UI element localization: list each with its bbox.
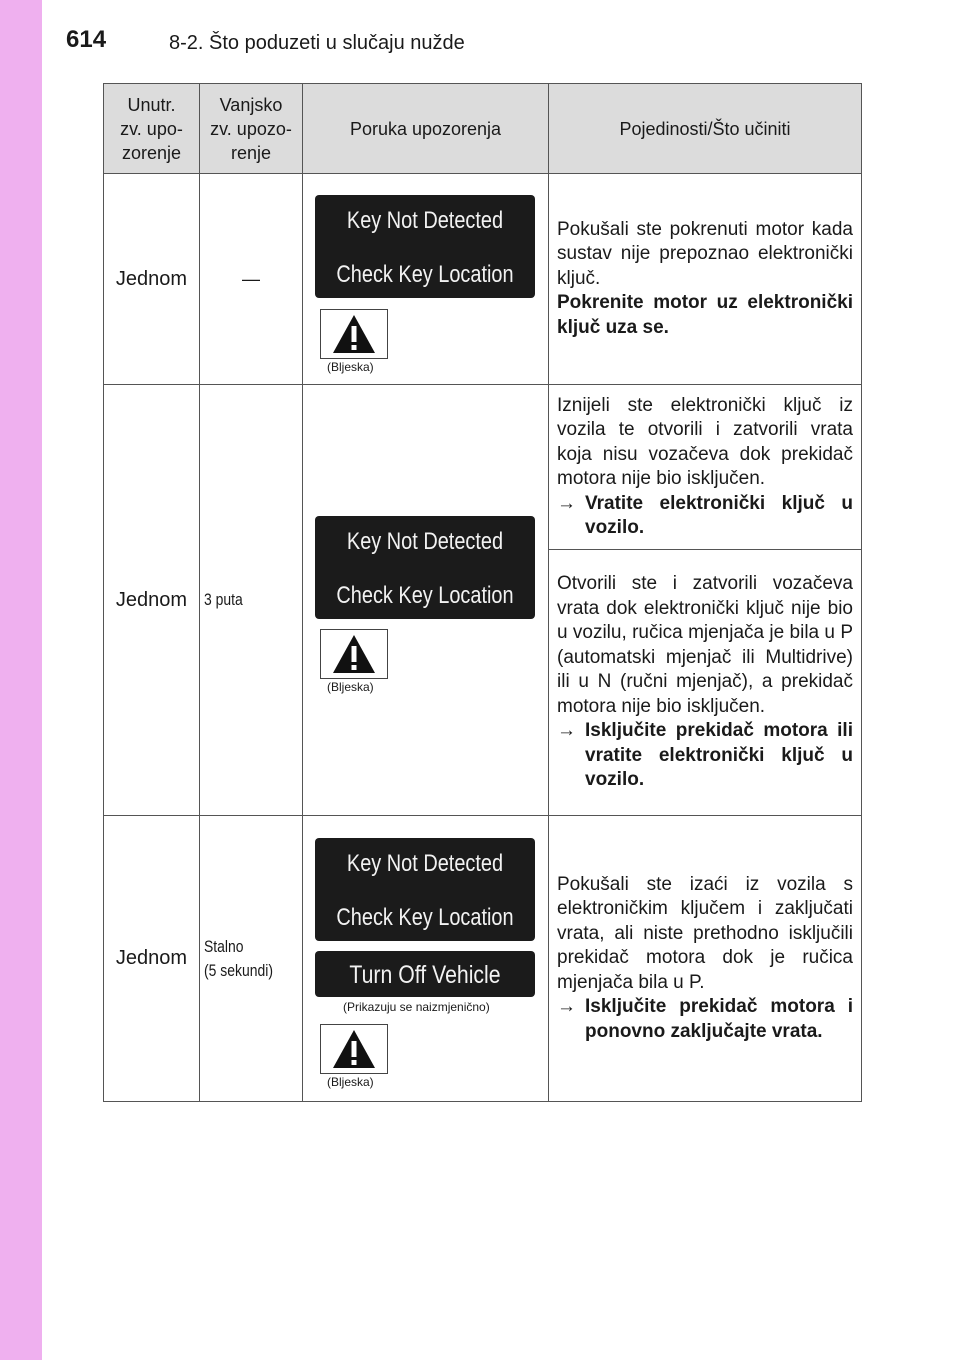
chapter-title: 8-2. Što poduzeti u slučaju nužde [169, 32, 465, 54]
warning-indicator [320, 309, 388, 359]
external-buzzer-cell: 3 puta [200, 385, 303, 816]
warning-message-cell [303, 174, 549, 385]
warning-indicator [320, 629, 388, 679]
header-external-buzzer: Vanjsko zv. upozo- renje [200, 84, 303, 174]
details-cell: Pokušali ste izaći iz vozila s elektroničkim ključem i zaključati vrata, ali niste prethodno isključili prekidač motora dok je ručica mjenjača bila u P. → Isključite prekidač motora i ponovno zaključajte vrata. [549, 816, 862, 1102]
lcd-message: Key Not Detected Check Key Location [315, 516, 535, 619]
flash-caption: (Bljeska) [327, 680, 374, 694]
header-internal-buzzer: Unutr. zv. upo- zorenje [104, 84, 200, 174]
warning-indicator [320, 1024, 388, 1074]
warning-triangle-icon [331, 633, 377, 675]
header-warning-message: Poruka upozorenja [303, 84, 549, 174]
warning-message-cell [303, 816, 549, 1102]
details-cell: Iznijeli ste elektronički ključ iz vozila te otvorili i zatvorili vrata koja nisu vozačeva dok prekidač motora nije bio isključen. → Vratite elektronički ključ u vozilo. [549, 385, 862, 550]
table-row [104, 816, 862, 1102]
external-buzzer-cell: — [200, 174, 303, 385]
page-number: 614 [66, 26, 107, 53]
internal-buzzer-cell: Jednom [104, 385, 200, 816]
flash-caption: (Bljeska) [327, 360, 374, 374]
internal-buzzer-cell: Jednom [104, 816, 200, 1102]
header-details: Pojedinosti/Što učiniti [549, 84, 862, 174]
warning-table [103, 83, 862, 1102]
alternate-caption: (Prikazuju se naizmjenično) [343, 1000, 490, 1014]
chapter-tab-sidebar [0, 0, 42, 1360]
arrow-right-icon: → [557, 492, 576, 514]
lcd-message: Key Not Detected Check Key Location [315, 838, 535, 941]
internal-buzzer-cell: Jednom [104, 174, 200, 385]
arrow-right-icon: → [557, 720, 576, 742]
lcd-message: Key Not Detected Check Key Location [315, 195, 535, 298]
table-row [104, 385, 862, 550]
lcd-message-turn-off: Turn Off Vehicle [315, 951, 535, 997]
arrow-right-icon: → [557, 996, 576, 1018]
flash-caption: (Bljeska) [327, 1075, 374, 1089]
warning-triangle-icon [331, 1028, 377, 1070]
details-cell: Otvorili ste i zatvorili vozačeva vrata dok elektronički ključ nije bio u vozilu, ručica mjenjača je bila u P (automatski mjenjač ili Multidrive) ili u N (ručni mjenjač), a prekidač motora nije bio isključen. → Isključite prekidač motora ili vratite elektronički ključ u vozilo. [549, 550, 862, 816]
warning-message-cell [303, 385, 549, 816]
details-cell: Pokušali ste pokrenuti motor kada sustav nije prepoznao elektronički ključ. Pokrenite motor uz elektronički ključ uza se. [549, 174, 862, 385]
warning-triangle-icon [331, 313, 377, 355]
external-buzzer-cell: Stalno (5 sekundi) [200, 816, 303, 1102]
table-row [104, 174, 862, 385]
table-header-row [104, 84, 862, 174]
